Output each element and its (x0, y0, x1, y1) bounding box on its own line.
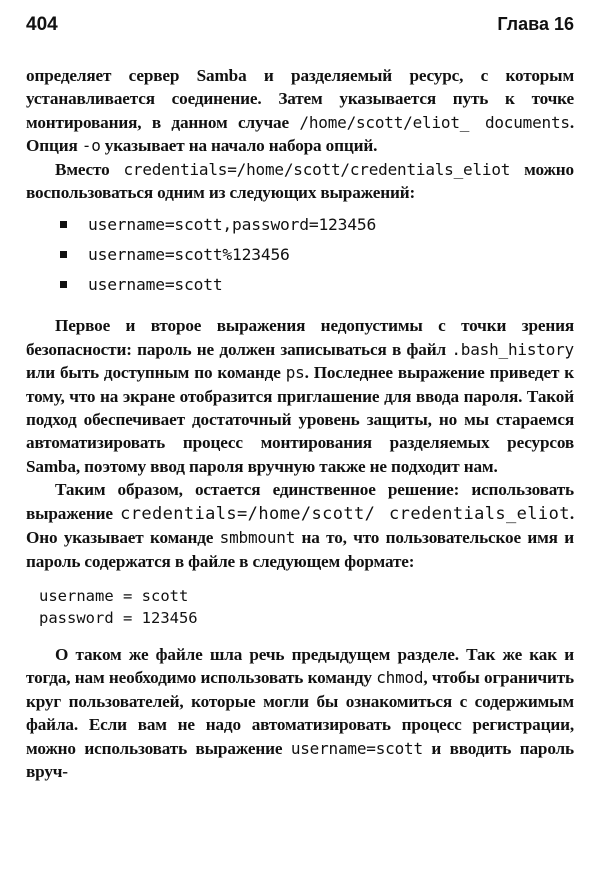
list-item: username=scott,password=123456 (26, 210, 574, 240)
chapter-title: Глава 16 (497, 14, 574, 34)
inline-code: .bash_history (451, 339, 574, 359)
inline-code: -o (81, 136, 101, 156)
inline-code: credentials=/home/scott/ credentials_eliot (120, 503, 570, 524)
inline-code: credentials=/home/scott/credentials_eliot (123, 159, 511, 179)
code-block (39, 585, 574, 629)
inline-code: ps (285, 363, 305, 383)
inline-code: chmod (376, 668, 424, 688)
list-item: username=scott%123456 (26, 240, 574, 270)
bullet-square-icon (60, 251, 67, 258)
code-line: password = 123456 (39, 608, 198, 627)
paragraph-4: Таким образом, остается единственное решение: использовать выражение credentials=/home/scott/ credentials_eliot. Оно указывает команде smbmount на то, что пользовательское имя и пароль содержатся в файле в следующем формате: (26, 480, 574, 571)
paragraph-5: О таком же файле шла речь предыдущем разделе. Так же как и тогда, нам необходимо использовать команду chmod, чтобы ограничить круг пользователей, которые могли бы ознакомиться с содержимым файла. Если вам не надо автоматизировать процесс регистрации, можно использовать выражение username=scott и вводить пароль вруч- (26, 644, 574, 781)
bullet-square-icon (60, 221, 67, 228)
book-page (26, 14, 574, 783)
bullet-list (26, 210, 574, 300)
paragraph-1: определяет сервер Samba и разделяемый ресурс, с которым устанавливается соединение. Затем указывается путь к точке монтирования, в данном случае /home/scott/eliot_ documents. Опция -o указывает на начало набора опций. (26, 66, 574, 156)
list-item: username=scott (26, 270, 574, 300)
page-header (26, 14, 574, 40)
inline-code: smbmount (219, 528, 296, 548)
code-line: username = scott (39, 586, 189, 605)
bullet-square-icon (60, 281, 67, 288)
inline-code: /home/scott/eliot_ documents (299, 112, 570, 132)
inline-code: username=scott (290, 738, 423, 758)
paragraph-2: Вместо credentials=/home/scott/credentials_eliot можно воспользоваться одним из следующих выражений: (26, 159, 574, 203)
paragraph-3: Первое и второе выражения недопустимы с точки зрения безопасности: пароль не должен записываться в файл .bash_history или быть доступным по команде ps. Последнее выражение приведет к тому, что на экране отобразится приглашение для ввода пароля. Такой подход обеспечивает достаточный уровень защиты, но мы стараемся автоматизировать процесс монтирования разделяемых ресурсов Samba, поэтому ввод пароля вручную также не подходит нам. (26, 316, 574, 476)
page-number: 404 (26, 14, 58, 35)
